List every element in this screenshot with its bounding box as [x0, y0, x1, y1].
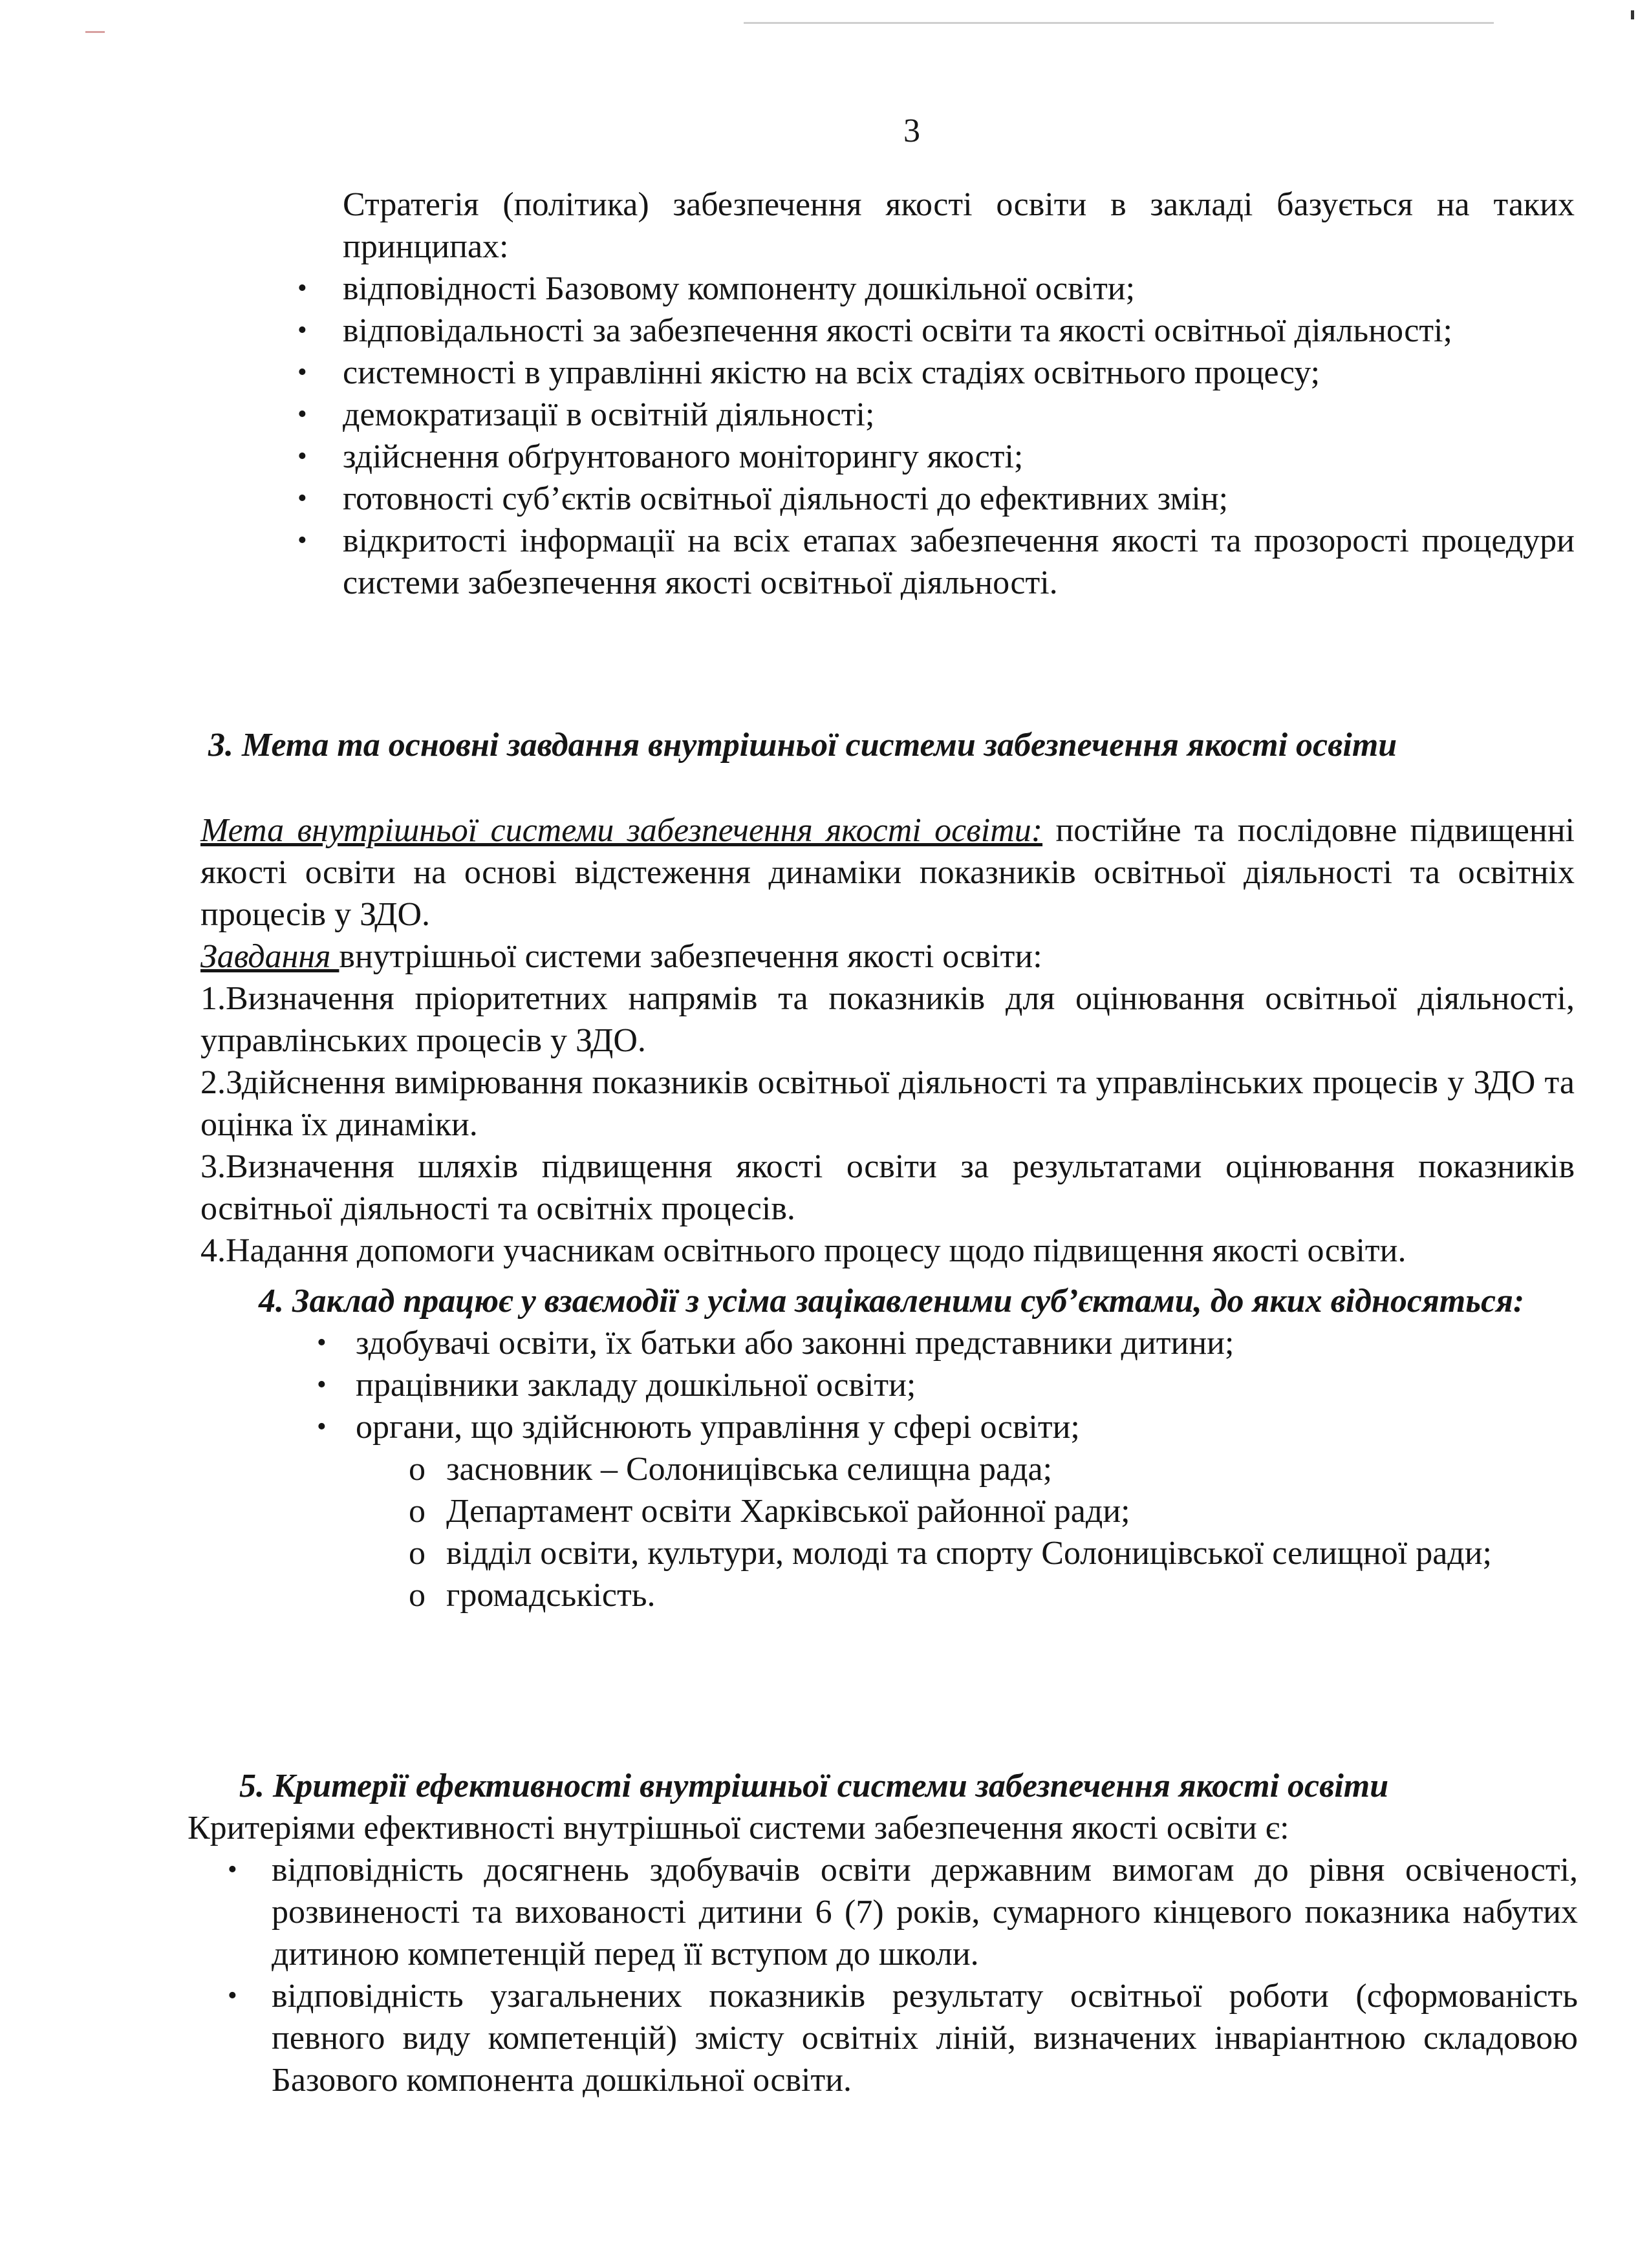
- principle-item: • відповідальності за забезпечення якості освіти та якості освітньої діяльності;: [200, 310, 1575, 352]
- goal-paragraph: [200, 809, 1575, 936]
- stakeholder-item: • здобувачі освіти, їх батьки або законні представники дитини;: [200, 1322, 1575, 1364]
- criterion-item: • відповідність узагальнених показників результату освітньої роботи (сформованість певного виду компетенцій) змісту освітніх ліній, визначених інваріантною складовою Базового компонента дошкільної освіти.: [188, 1975, 1578, 2101]
- tasks-label: Завдання: [200, 938, 339, 975]
- page-number: 3: [903, 112, 920, 149]
- section-3-heading: 3. Мета та основні завдання внутрішньої системи забезпечення якості освіти: [208, 727, 1397, 764]
- scan-edge-marks: [0, 0, 1649, 26]
- circle-bullet-icon: о: [409, 1451, 426, 1488]
- criteria-list: [188, 1849, 1578, 2101]
- tasks-text: внутрішньої системи забезпечення якості освіти:: [339, 938, 1042, 975]
- circle-bullet-icon: о: [409, 1577, 426, 1614]
- stakeholders-list: [200, 1322, 1575, 1448]
- principle-item: • системності в управлінні якістю на всіх стадіях освітнього процесу;: [200, 352, 1575, 394]
- principle-item: • демократизації в освітній діяльності;: [200, 394, 1575, 436]
- section-3-body: [200, 809, 1575, 1272]
- section-5: [188, 1765, 1578, 2101]
- principle-item: • готовності суб’єктів освітньої діяльності до ефективних змін;: [200, 478, 1575, 520]
- section-5-intro: Критеріями ефективності внутрішньої системи забезпечення якості освіти є:: [188, 1810, 1289, 1846]
- strategy-intro: Стратегія (політика) забезпечення якості освіти в закладі базується на таких принципах:: [343, 186, 1575, 265]
- goal-label: Мета внутрішньої системи забезпечення якості освіти:: [200, 812, 1043, 849]
- strategy-block: [200, 184, 1575, 604]
- section-4-heading: 4. Заклад працює у взаємодії з усіма зацікавленими суб’єктами, до яких відносяться:: [259, 1283, 1525, 1320]
- circle-bullet-icon: о: [409, 1493, 426, 1530]
- stakeholder-item: • органи, що здійснюють управління у сфері освіти;: [200, 1406, 1575, 1448]
- section-4: [200, 1280, 1575, 1616]
- scan-red-mark: [85, 31, 105, 33]
- task-item: 4.Надання допомоги учасникам освітнього процесу щодо підвищення якості освіти.: [200, 1232, 1406, 1269]
- scan-edge-tick: [1631, 10, 1634, 19]
- task-item: 2.Здійснення вимірювання показників освітньої діяльності та управлінських процесів у ЗДО та оцінка їх динаміки.: [200, 1064, 1575, 1143]
- section-5-heading: 5. Критерії ефективності внутрішньої системи забезпечення якості освіти: [239, 1768, 1389, 1804]
- principle-item: • відповідності Базовому компоненту дошкільної освіти;: [200, 268, 1575, 310]
- stakeholder-item: • працівники закладу дошкільної освіти;: [200, 1364, 1575, 1406]
- goal-text: постійне та послідовне підвищенні якості освіти на основі відстеження динаміки показників освітньої діяльності та освітніх процесів у ЗДО.: [200, 812, 1575, 933]
- principles-list: [200, 268, 1575, 604]
- scan-edge-line: [744, 22, 1494, 24]
- principle-item: • відкритості інформації на всіх етапах забезпечення якості та прозорості процедури системи забезпечення якості освітньої діяльності.: [200, 520, 1575, 604]
- authority-item: о відділ освіти, культури, молоді та спорту Солоницівської селищної ради;: [200, 1532, 1575, 1574]
- circle-bullet-icon: о: [409, 1535, 426, 1572]
- authority-item: о громадськість.: [200, 1574, 1575, 1616]
- task-item: 1.Визначення пріоритетних напрямів та показників для оцінювання освітньої діяльності, управлінських процесів у ЗДО.: [200, 980, 1575, 1059]
- principle-item: • здійснення обґрунтованого моніторингу якості;: [200, 436, 1575, 478]
- authority-item: о засновник – Солоницівська селищна рада;: [200, 1448, 1575, 1490]
- authority-item: о Департамент освіти Харківської районної ради;: [200, 1490, 1575, 1532]
- section-3-heading-block: [208, 724, 1582, 766]
- criterion-item: • відповідність досягнень здобувачів освіти державним вимогам до рівня освіченості, розвиненості та вихованості дитини 6 (7) років, сумарного кінцевого показника набутих дитиною компетенцій перед її вступом до школи.: [188, 1849, 1578, 1975]
- authorities-sublist: [200, 1448, 1575, 1616]
- task-item: 3.Визначення шляхів підвищення якості освіти за результатами оцінювання показників освітньої діяльності та освітніх процесів.: [200, 1148, 1575, 1227]
- tasks-title: [200, 936, 1575, 978]
